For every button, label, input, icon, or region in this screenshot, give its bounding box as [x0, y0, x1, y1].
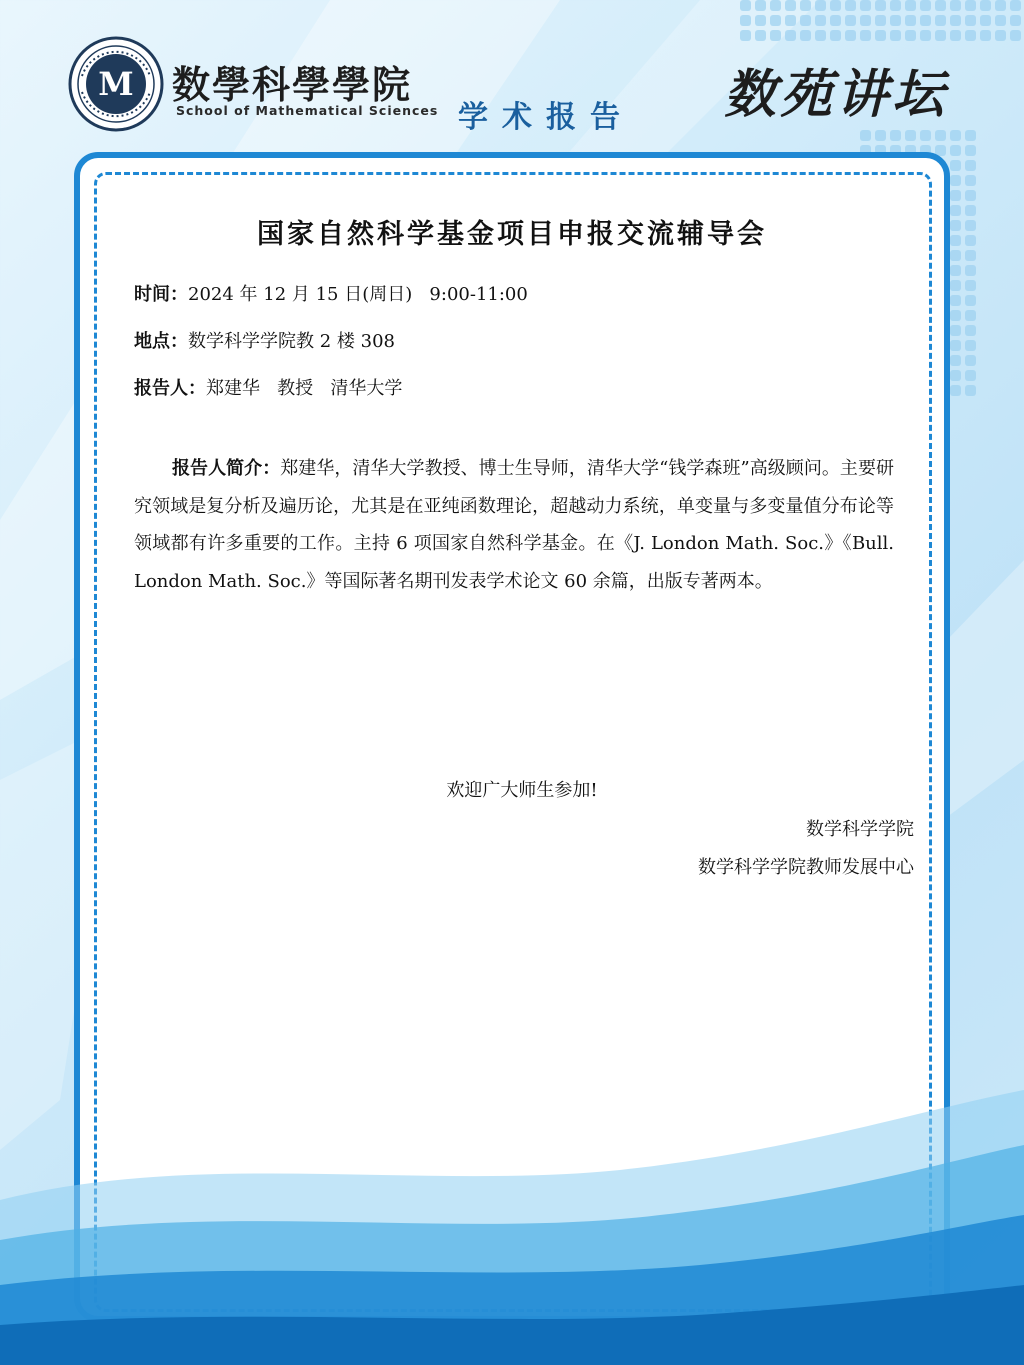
- event-place: [134, 327, 395, 353]
- time-label: 时间：: [134, 284, 188, 305]
- place-value: 数学科学学院教 2 楼 308: [188, 331, 395, 352]
- event-speaker: [134, 374, 402, 400]
- organizer-school: 数学科学学院: [806, 819, 914, 840]
- forum-title: 数苑讲坛: [724, 64, 949, 125]
- welcome-text: 欢迎广大师生参加!: [446, 780, 598, 801]
- organizer-center: 数学科学学院教师发展中心: [698, 857, 914, 878]
- decorative-wave: [0, 1050, 1024, 1365]
- bio-label: 报告人简介：: [172, 458, 281, 479]
- speaker-bio: [134, 450, 894, 600]
- place-label: 地点：: [134, 331, 188, 352]
- event-title: 国家自然科学基金项目申报交流辅导会: [257, 219, 767, 250]
- bio-text: 郑建华，清华大学教授、博士生导师，清华大学“钱学森班”高级顾问。主要研究领域是复分析及遍历论，尤其是在亚纯函数理论，超越动力系统，单变量与多变量值分布论等领域都有许多重要的工作。主持 6 项国家自然科学基金。在《J. London Math. Soc.》《Bull. London Math. Soc.》等国际著名期刊发表学术论文 60 余篇，出版专著两本。: [134, 458, 895, 592]
- section-label: 学术报告: [458, 100, 634, 135]
- speaker-value: 郑建华 教授 清华大学: [206, 378, 403, 399]
- event-time: [134, 280, 528, 306]
- school-name-cn: 数學科學學院: [172, 62, 413, 107]
- logo-letter: M: [98, 65, 134, 103]
- speaker-label: 报告人：: [134, 378, 206, 399]
- time-value: 2024 年 12 月 15 日(周日) 9:00-11:00: [188, 284, 528, 305]
- school-name-en: School of Mathematical Sciences: [176, 103, 439, 118]
